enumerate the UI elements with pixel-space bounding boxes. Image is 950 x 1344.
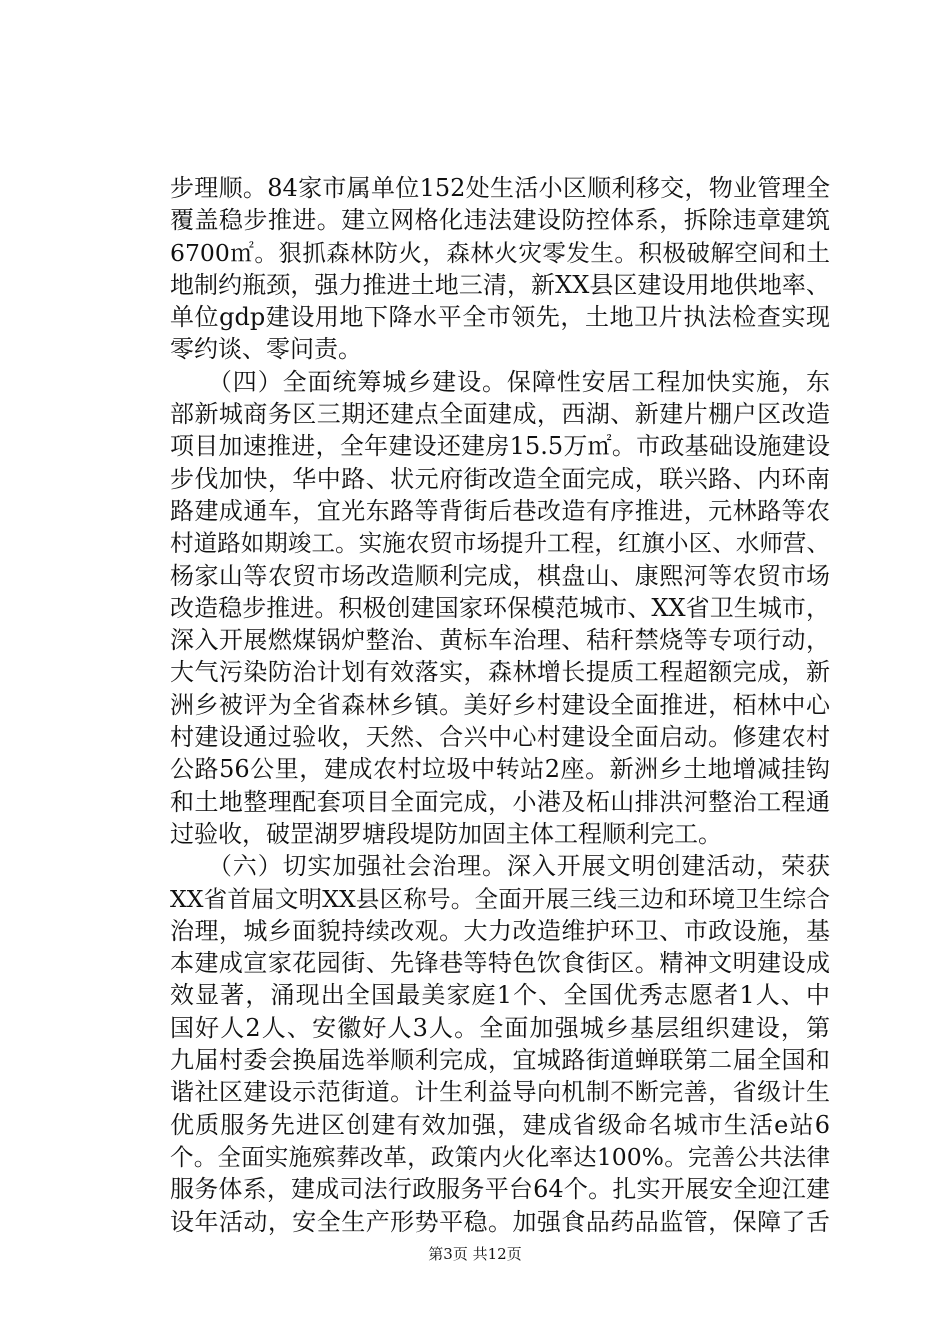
- text-line: XX省首届文明XX县区称号。全面开展三线三边和环境卫生综合: [170, 884, 830, 913]
- text-line: 路建成通车，宜光东路等背街后巷改造有序推进，元林路等农: [170, 496, 830, 525]
- text-line: （六）切实加强社会治理。深入开展文明创建活动，荣获: [170, 852, 830, 881]
- text-line: 项目加速推进，全年建设还建房15.5万㎡。市政基础设施建设: [170, 432, 830, 461]
- text-line: 零约谈、零问责。: [170, 335, 362, 364]
- text-line: 大气污染防治计划有效落实，森林增长提质工程超额完成，新: [170, 658, 830, 687]
- text-line: 个。全面实施殡葬改革，政策内火化率达100%。完善公共法律: [170, 1142, 830, 1171]
- text-line: 国好人2人、安徽好人3人。全面加强城乡基层组织建设，第: [170, 1013, 830, 1042]
- text-line: 覆盖稳步推进。建立网格化违法建设防控体系，拆除违章建筑: [170, 206, 830, 235]
- text-line: 和土地整理配套项目全面完成，小港及柘山排洪河整治工程通: [170, 787, 830, 816]
- text-line: 本建成宣家花园街、先锋巷等特色饮食街区。精神文明建设成: [170, 949, 830, 978]
- text-line: 杨家山等农贸市场改造顺利完成，棋盘山、康熙河等农贸市场: [170, 561, 830, 590]
- text-line: 效显著，涌现出全国最美家庭1个、全国优秀志愿者1人、中: [170, 981, 830, 1010]
- text-line: 步理顺。84家市属单位152处生活小区顺利移交，物业管理全: [170, 174, 830, 202]
- text-line: （四）全面统筹城乡建设。保障性安居工程加快实施，东: [170, 367, 830, 396]
- text-line: 深入开展燃煤锅炉整治、黄标车治理、秸秆禁烧等专项行动，: [170, 626, 830, 655]
- body-text: [170, 172, 830, 1238]
- text-line: 改造稳步推进。积极创建国家环保模范城市、XX省卫生城市，: [170, 593, 830, 622]
- text-line: 6700㎡。狠抓森林防火，森林火灾零发生。积极破解空间和土: [170, 238, 830, 267]
- text-line: 公路56公里，建成农村垃圾中转站2座。新洲乡土地增减挂钩: [170, 755, 830, 784]
- text-line: 部新城商务区三期还建点全面建成，西湖、新建片棚户区改造: [170, 400, 830, 429]
- text-line: 单位gdp建设用地下降水平全市领先，土地卫片执法检查实现: [170, 303, 830, 332]
- text-line: 服务体系，建成司法行政服务平台64个。扎实开展安全迎江建: [170, 1175, 830, 1204]
- text-line: 谐社区建设示范街道。计生利益导向机制不断完善，省级计生: [170, 1078, 830, 1107]
- text-line: 设年活动，安全生产形势平稳。加强食品药品监管，保障了舌: [170, 1207, 830, 1236]
- text-line: 过验收，破罡湖罗塘段堤防加固主体工程顺利完工。: [170, 819, 722, 848]
- page-footer: 第3页 共12页: [428, 1245, 522, 1263]
- text-line: 地制约瓶颈，强力推进土地三清，新XX县区建设用地供地率、: [170, 270, 830, 299]
- text-line: 九届村委会换届选举顺利完成，宜城路街道蝉联第二届全国和: [170, 1046, 830, 1075]
- text-line: 优质服务先进区创建有效加强，建成省级命名城市生活e站6: [170, 1110, 830, 1139]
- text-line: 村建设通过验收，天然、合兴中心村建设全面启动。修建农村: [170, 723, 830, 752]
- text-line: 步伐加快，华中路、状元府街改造全面完成，联兴路、内环南: [170, 464, 830, 493]
- text-line: 治理，城乡面貌持续改观。大力改造维护环卫、市政设施，基: [170, 916, 830, 945]
- text-line: 村道路如期竣工。实施农贸市场提升工程，红旗小区、水师营、: [170, 529, 830, 558]
- text-line: 洲乡被评为全省森林乡镇。美好乡村建设全面推进，栢林中心: [170, 690, 830, 719]
